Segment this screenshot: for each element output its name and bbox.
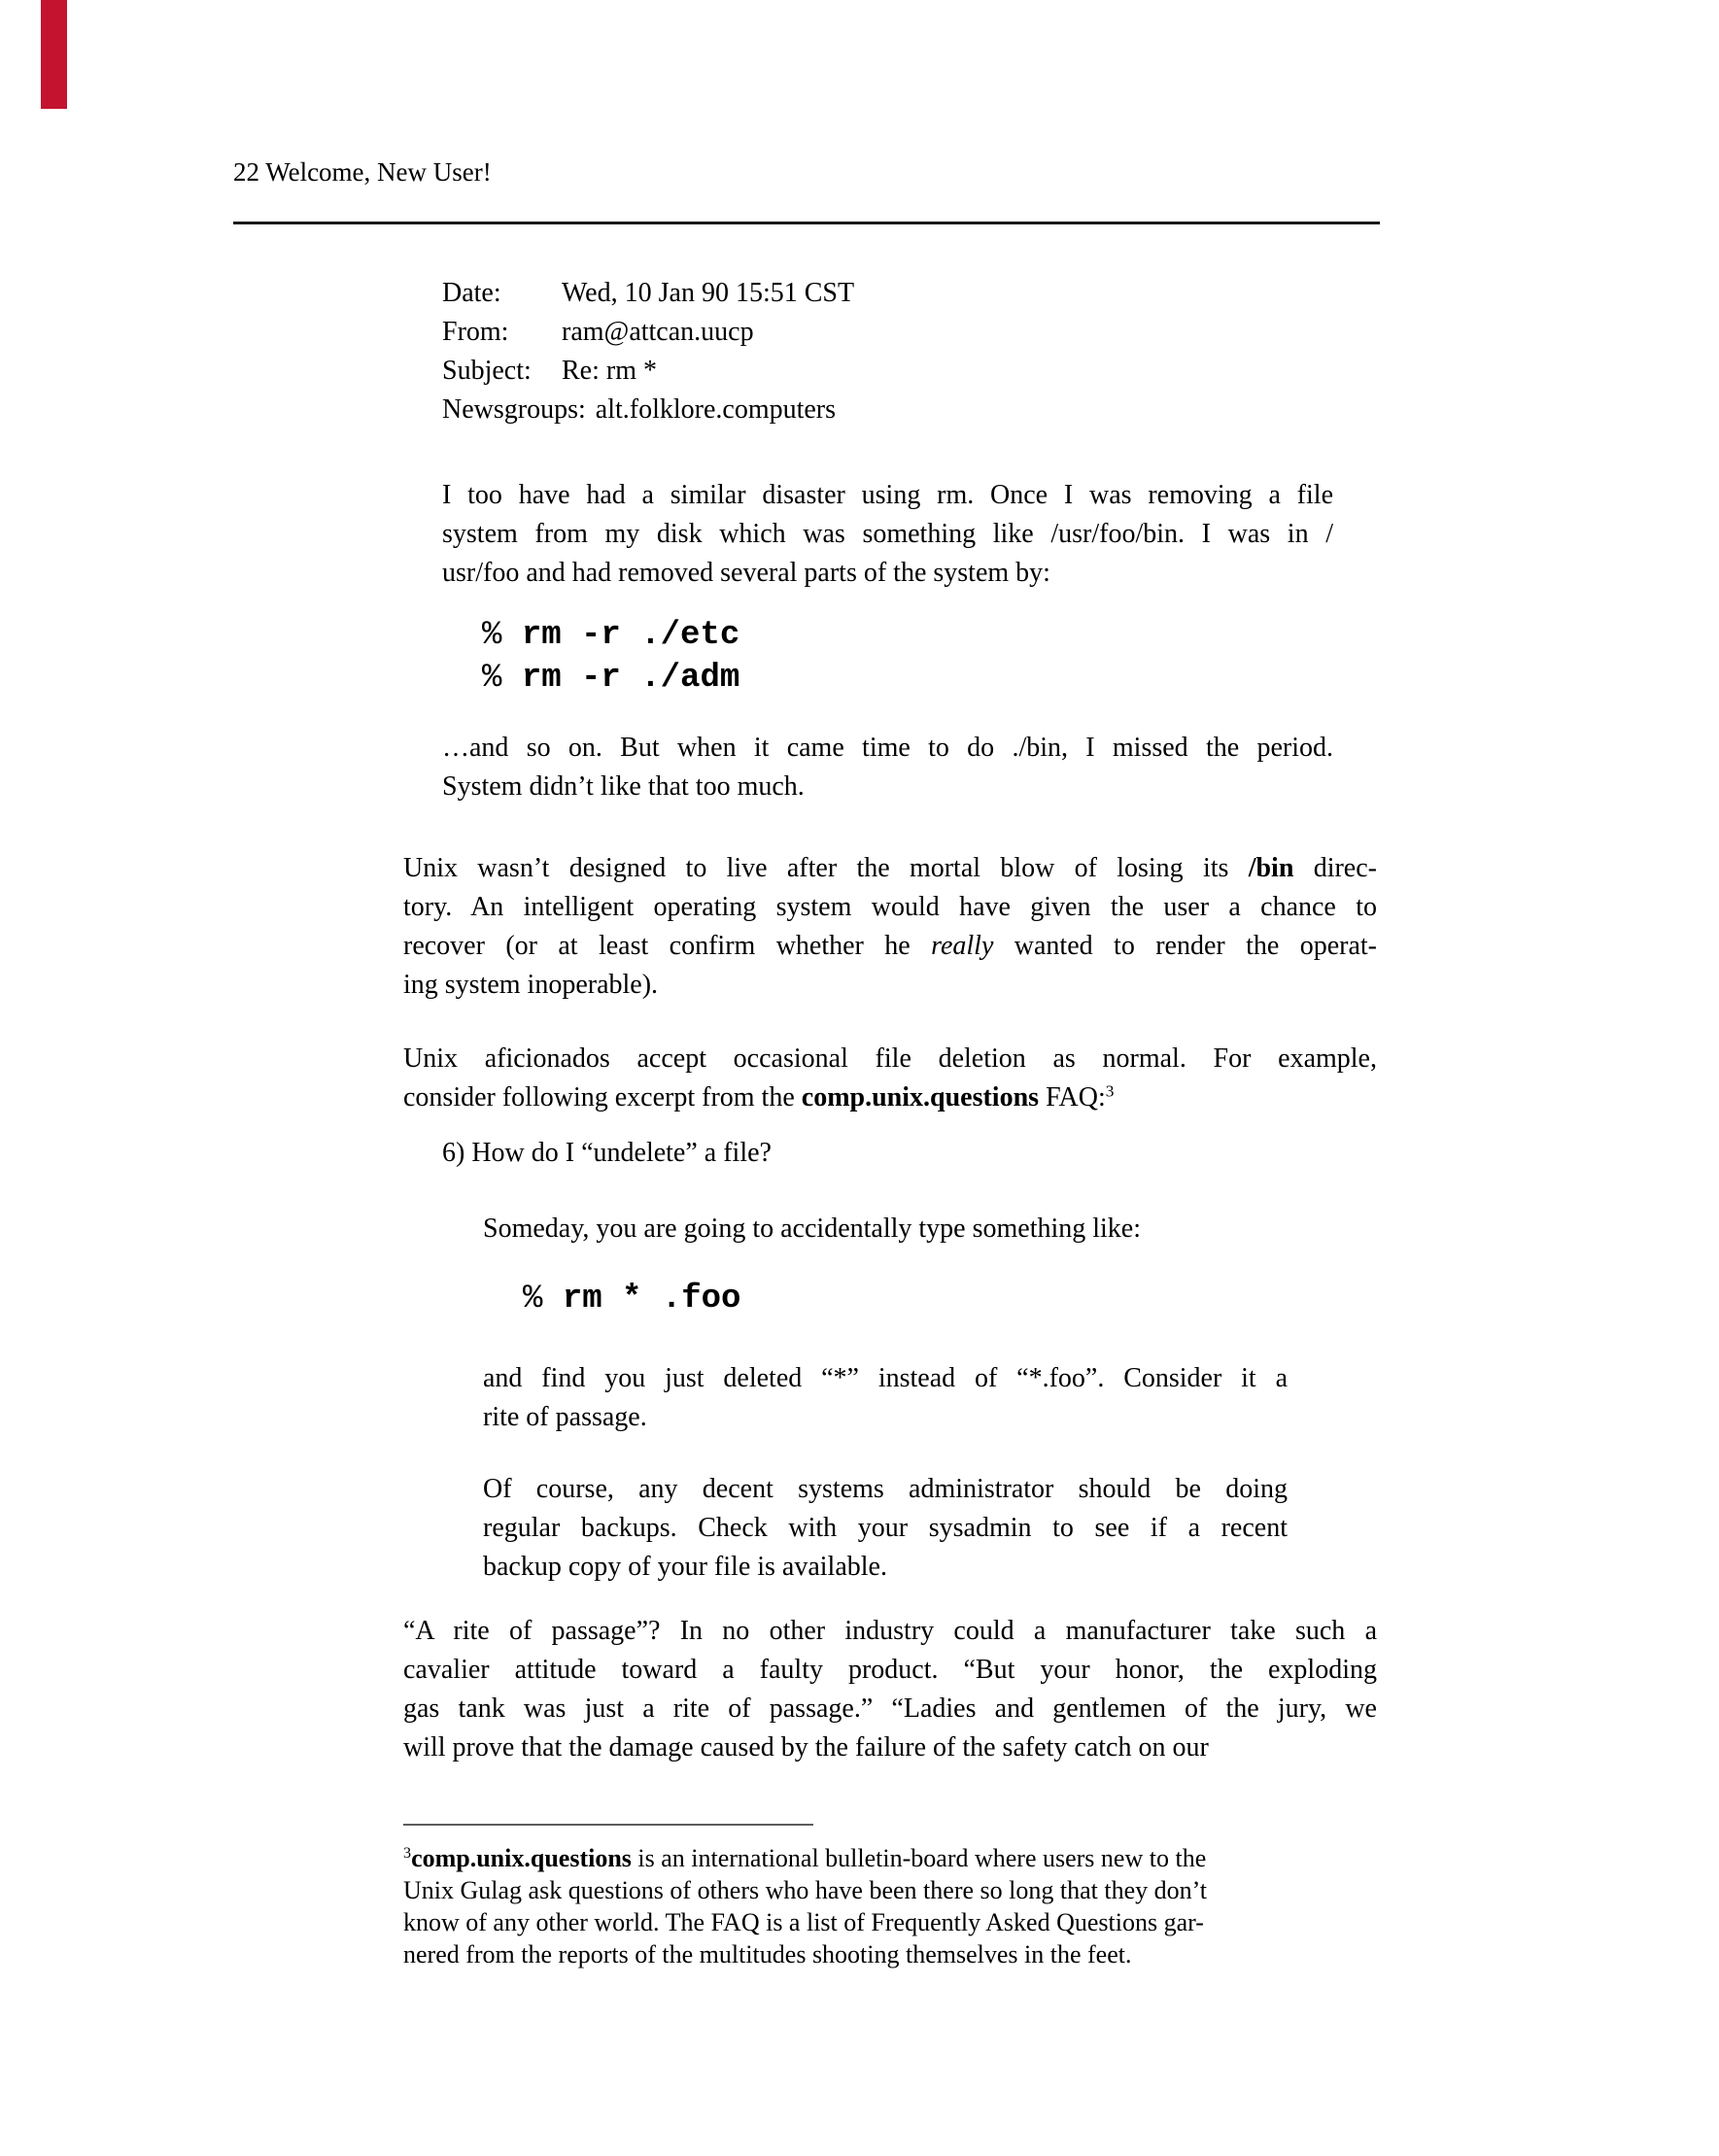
text-line: Subject: Re: rm * bbox=[442, 356, 657, 386]
footnote-separator bbox=[403, 1824, 813, 1826]
text-line: consider following excerpt from the comp.unix.questions FAQ:$^3$ bbox=[403, 1081, 1115, 1112]
text-line: know of any other world. The FAQ is a list of Frequently Asked Questions gar- bbox=[403, 1908, 1204, 1936]
body-paragraph-unix-wasnt bbox=[403, 849, 1377, 1005]
text-line: Someday, you are going to accidentally type something like: bbox=[483, 1214, 1142, 1244]
text-line: System didn’t like that too much. bbox=[442, 771, 805, 802]
text-line: will prove that the damage caused by the failure of the safety catch on our bbox=[403, 1732, 1209, 1762]
text-line: and find you just deleted “*” instead of “*.foo”. Consider it a bbox=[483, 1363, 1288, 1393]
text-line: system from my disk which was something like /usr/foo/bin. I was in / bbox=[442, 519, 1333, 549]
text-line: ing system inoperable). bbox=[403, 970, 659, 1000]
footnote bbox=[403, 1842, 1375, 1970]
faq-paragraph-backups bbox=[483, 1470, 1288, 1587]
text-line: % rm * .foo bbox=[523, 1281, 741, 1318]
text-line: Unix wasn’t designed to live after the mortal blow of losing its /bin direc- bbox=[403, 853, 1377, 883]
code-block-rm-etc-adm bbox=[482, 614, 739, 700]
body-paragraph-rite-of-passage bbox=[403, 1612, 1377, 1767]
text-line: Unix aficionados accept occasional file deletion as normal. For example, bbox=[403, 1044, 1377, 1074]
text-line: …and so on. But when it came time to do ./bin, I missed the period. bbox=[442, 733, 1333, 763]
quoted-paragraph-and-so-on bbox=[442, 729, 1333, 806]
text-line: usr/foo and had removed several parts of the system by: bbox=[442, 558, 1050, 588]
text-line: 6) How do I “undelete” a file? bbox=[442, 1138, 772, 1168]
text-line: Unix Gulag ask questions of others who have been there so long that they don’t bbox=[403, 1876, 1208, 1904]
header-rule bbox=[233, 222, 1380, 224]
email-header-block bbox=[442, 274, 1394, 429]
text-line: Of course, any decent systems administrator should be doing bbox=[483, 1474, 1288, 1504]
text-line: % rm -r ./adm bbox=[482, 660, 740, 697]
text-line: From: ram@attcan.uucp bbox=[442, 317, 754, 347]
text-line: tory. An intelligent operating system would have given the user a chance to bbox=[403, 892, 1377, 922]
text-line: cavalier attitude toward a faulty product. “But your honor, the exploding bbox=[403, 1655, 1377, 1685]
text-line: “A rite of passage”? In no other industry could a manufacturer take such a bbox=[403, 1616, 1377, 1646]
body-paragraph-aficionados bbox=[403, 1040, 1377, 1117]
text-line: Newsgroups: alt.folklore.computers bbox=[442, 394, 837, 425]
faq-someday-line bbox=[483, 1210, 1358, 1249]
text-line: gas tank was just a rite of passage.” “Ladies and gentlemen of the jury, we bbox=[403, 1694, 1377, 1724]
chapter-bleed-tab bbox=[41, 0, 67, 109]
text-line: % rm -r ./etc bbox=[482, 617, 740, 654]
text-line: nered from the reports of the multitudes shooting themselves in the feet. bbox=[403, 1940, 1132, 1968]
text-line: Date: Wed, 10 Jan 90 15:51 CST bbox=[442, 278, 855, 308]
text-line: $^3$comp.unix.questions is an international bulletin-board where users new to the bbox=[403, 1844, 1207, 1872]
text-line: backup copy of your file is available. bbox=[483, 1552, 887, 1582]
faq-question-line bbox=[442, 1134, 1394, 1173]
faq-paragraph-rite bbox=[483, 1359, 1288, 1437]
text-line: regular backups. Check with your sysadmin to see if a recent bbox=[483, 1513, 1288, 1543]
text-line: recover (or at least confirm whether he really wanted to render the operat- bbox=[403, 931, 1377, 961]
text-line: rite of passage. bbox=[483, 1402, 647, 1432]
quoted-paragraph-disaster bbox=[442, 476, 1333, 593]
running-header: 22 Welcome, New User! bbox=[233, 157, 492, 187]
text-line: I too have had a similar disaster using rm. Once I was removing a file bbox=[442, 480, 1333, 510]
code-block-rm-foo bbox=[523, 1278, 740, 1320]
